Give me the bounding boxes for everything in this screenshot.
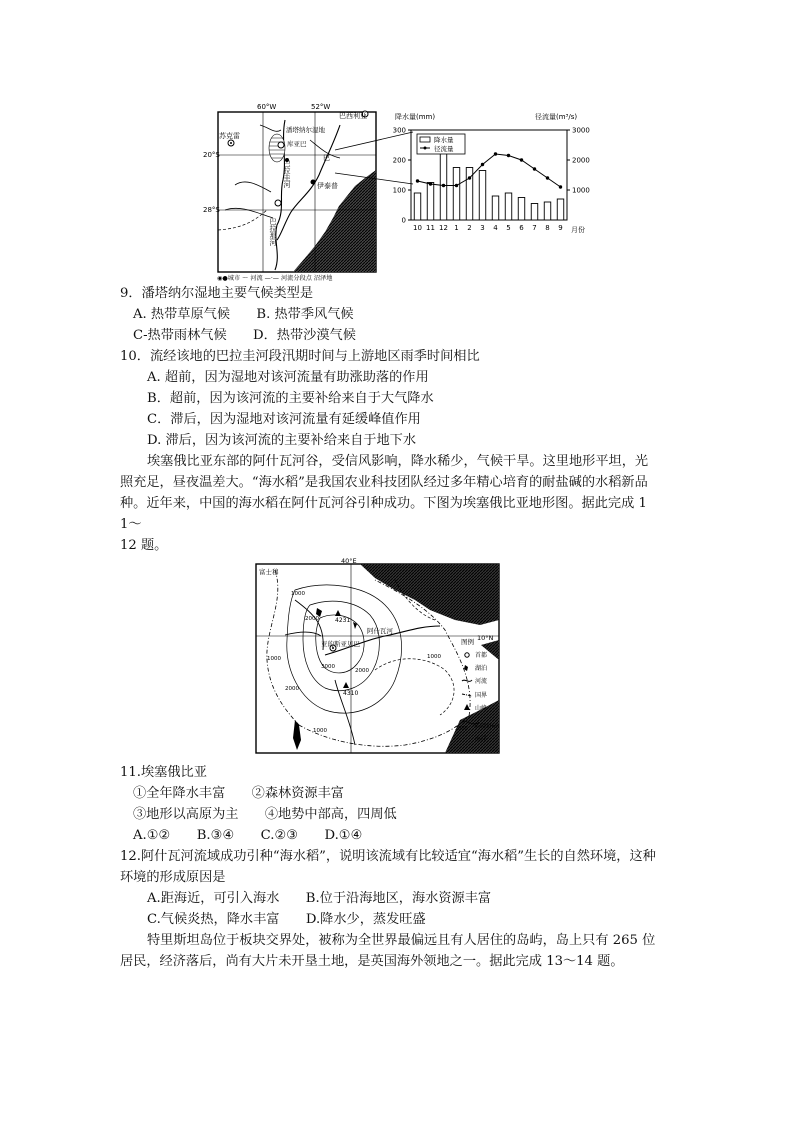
q9-options-row2: C-热带雨林气候 D．热带沙漠气候 bbox=[133, 328, 356, 343]
city-marker-cuiaba bbox=[278, 142, 284, 148]
precip-bar bbox=[544, 202, 551, 220]
runoff-point bbox=[559, 185, 562, 188]
contour-1000-c: 1000 bbox=[427, 654, 441, 660]
x-tick-label: 10 bbox=[413, 224, 422, 232]
runoff-point bbox=[494, 152, 497, 155]
precip-bar bbox=[557, 199, 564, 220]
runoff-point bbox=[520, 158, 523, 161]
passage1-line4: 1～ bbox=[120, 517, 142, 532]
q9-stem: 9．潘塔纳尔湿地主要气候类型是 bbox=[120, 286, 314, 301]
x-tick-label: 11 bbox=[426, 224, 435, 232]
precip-bar bbox=[479, 171, 486, 221]
label-addis-ababa: 亚的斯亚贝巴 bbox=[321, 640, 360, 648]
left-tick-label: 100 bbox=[392, 186, 406, 195]
x-tick-label: 2 bbox=[467, 224, 472, 232]
x-tick-label: 4 bbox=[493, 224, 498, 232]
label-ba: 巴 bbox=[323, 154, 330, 162]
chart-right-axis-label: 径流量(m³/s) bbox=[535, 113, 578, 121]
q12-stem-line2: 环境的形成原因是 bbox=[120, 870, 226, 885]
lat-label-20s: 20°S bbox=[203, 151, 220, 159]
passage2-line2: 居民，经济落后，尚有大片未开垦土地，是英国海外领地之一。据此完成 13～14 题。 bbox=[120, 954, 624, 969]
precip-bar bbox=[518, 198, 525, 221]
runoff-point bbox=[507, 154, 510, 157]
q11-stem: 11.埃塞俄比亚 bbox=[120, 765, 207, 780]
passage1-line2: 照充足，昼夜温差大。“海水稻”是我国农业科技团队经过多年精心培育的耐盐碱的水稻新品 bbox=[120, 475, 648, 490]
x-tick-label: 5 bbox=[506, 224, 511, 232]
q10-option-d: D. 滞后，因为该河流的主要补给来自于地下水 bbox=[147, 433, 417, 448]
label-parana-river: 巴拉那河 bbox=[269, 218, 277, 246]
precip-bar bbox=[427, 183, 434, 221]
runoff-line bbox=[418, 154, 561, 187]
precip-bar bbox=[505, 193, 512, 220]
contour-1000-a: 1000 bbox=[291, 591, 305, 597]
label-cuiaba: 库亚巴 bbox=[287, 140, 307, 148]
legend-sea: 海洋 bbox=[475, 736, 488, 743]
runoff-point bbox=[533, 167, 536, 170]
label-sucre: 苏克雷 bbox=[219, 132, 240, 140]
legend-border: 国界 bbox=[475, 692, 488, 699]
lon-label-60w: 60°W bbox=[257, 103, 277, 111]
q11-options: A.①② B.③④ C.②③ D.①④ bbox=[133, 828, 363, 843]
river-split-point bbox=[311, 180, 316, 185]
contour-2000-a: 2000 bbox=[305, 616, 319, 622]
legend-title: 图例 bbox=[461, 638, 474, 646]
left-tick-label: 300 bbox=[392, 126, 406, 135]
x-tick-label: 12 bbox=[439, 224, 448, 232]
contour-3000: 3000 bbox=[321, 664, 335, 670]
q10-stem: 10．流经该地的巴拉圭河段汛期时间与上游地区雨季时间相比 bbox=[120, 349, 480, 364]
contour-2000-c: 2000 bbox=[355, 668, 369, 674]
legend-precip-label: 降水量 bbox=[434, 136, 454, 144]
runoff-point bbox=[442, 184, 445, 187]
precip-bar bbox=[414, 193, 421, 220]
x-tick-label: 9 bbox=[558, 224, 563, 232]
precip-bar bbox=[531, 204, 538, 221]
runoff-point bbox=[481, 163, 484, 166]
legend-line-marker bbox=[424, 147, 427, 150]
legend-river: 河流 bbox=[475, 678, 488, 685]
q10-option-a: A. 超前，因为湿地对该河流量有助涨助落的作用 bbox=[147, 370, 429, 385]
runoff-point bbox=[416, 179, 419, 182]
left-tick-label: 200 bbox=[392, 156, 406, 165]
label-pantanal: 潘塔纳尔湿地 bbox=[286, 126, 325, 134]
ethiopia-topo-map bbox=[255, 557, 500, 755]
x-tick-label: 1 bbox=[454, 224, 459, 232]
label-peak-4231: 4231 bbox=[335, 617, 351, 624]
precip-bar bbox=[453, 168, 460, 221]
city-marker-asuncion bbox=[275, 200, 281, 206]
q12-stem-line1: 12.阿什瓦河流域成功引种“海水稻”，说明该流域有比较适宜“海水稻”生长的自然环境，这种 bbox=[120, 849, 656, 864]
runoff-point bbox=[429, 182, 432, 185]
legend-bar-swatch bbox=[420, 137, 430, 142]
passage1-line5: 12 题。 bbox=[120, 538, 168, 553]
runoff-point bbox=[546, 176, 549, 179]
lat-label-28s: 28°S bbox=[203, 206, 220, 214]
label-brasilia: 巴西利亚 bbox=[339, 112, 367, 120]
right-tick-label: 3000 bbox=[572, 126, 590, 135]
x-tick-label: 7 bbox=[532, 224, 537, 232]
label-corner: 富士穆 bbox=[259, 568, 279, 576]
q11-statements-row1: ①全年降水丰富 ②森林资源丰富 bbox=[133, 786, 344, 801]
legend-contour-value: 2000 bbox=[455, 726, 468, 732]
q10-option-b: B．超前，因为该河流的主要补给来自于大气降水 bbox=[147, 391, 434, 406]
legend-peak: 山峰 bbox=[475, 705, 488, 712]
contour-1000-b: 1000 bbox=[267, 656, 281, 662]
x-tick-label: 3 bbox=[480, 224, 485, 232]
precip-bar bbox=[492, 196, 499, 220]
label-awash-river: 阿什瓦河 bbox=[367, 627, 393, 635]
left-tick-label: 0 bbox=[401, 216, 406, 225]
label-paraguay-river: 巴拉圭河 bbox=[283, 160, 291, 188]
passage1-line1: 埃塞俄比亚东部的阿什瓦河谷，受信风影响，降水稀少，气候干旱。这里地形平坦，光 bbox=[147, 454, 649, 469]
chart-x-axis-label: 月份 bbox=[571, 226, 585, 234]
label-peak-4310: 4310 bbox=[343, 690, 359, 697]
legend-contour: 等高线(m) bbox=[473, 724, 500, 730]
legend-runoff-label: 径流量 bbox=[434, 145, 454, 153]
q10-option-c: C．滞后，因为湿地对该河流量有延缓峰值作用 bbox=[147, 412, 421, 427]
precip-runoff-chart bbox=[385, 108, 590, 238]
lon-label-52w: 52°W bbox=[311, 103, 331, 111]
x-tick-label: 8 bbox=[545, 224, 550, 232]
q11-statements-row2: ③地形以高原为主 ④地势中部高，四周低 bbox=[133, 807, 397, 822]
lat-label-10n: 10°N bbox=[477, 634, 494, 642]
q12-options-row1: A.距海近，可引入海水 B.位于沿海地区，海水资源丰富 bbox=[147, 891, 492, 906]
label-itaipu: 伊泰普 bbox=[317, 182, 338, 190]
x-tick-label: 6 bbox=[519, 224, 524, 232]
passage1-line3: 种。近年来，中国的海水稻在阿什瓦河谷引种成功。下图为埃塞俄比亚地形图。据此完成 1 bbox=[120, 496, 647, 511]
legend-capital: 首都 bbox=[475, 652, 488, 659]
lon-label-40e: 40°E bbox=[341, 557, 357, 565]
runoff-point bbox=[455, 184, 458, 187]
q9-options-row1: A. 热带草原气候 B. 热带季风气候 bbox=[133, 307, 354, 322]
map-legend: ◉●城市 ～ 河流 —·— 河流分段点 沼泽地 bbox=[217, 275, 333, 282]
legend-lake: 湖泊 bbox=[475, 665, 488, 672]
contour-2000-b: 2000 bbox=[285, 686, 299, 692]
q12-options-row2: C.气候炎热，降水丰富 D.降水少，蒸发旺盛 bbox=[147, 912, 426, 927]
chart-left-axis-label: 降水量(mm) bbox=[395, 113, 436, 121]
runoff-point bbox=[468, 176, 471, 179]
contour-1000-d: 1000 bbox=[313, 728, 327, 734]
right-tick-label: 2000 bbox=[572, 156, 590, 165]
passage2-line1: 特里斯坦岛位于板块交界处，被称为全世界最偏远且有人居住的岛屿，岛上只有 265 位 bbox=[147, 933, 656, 948]
right-tick-label: 1000 bbox=[572, 186, 590, 195]
